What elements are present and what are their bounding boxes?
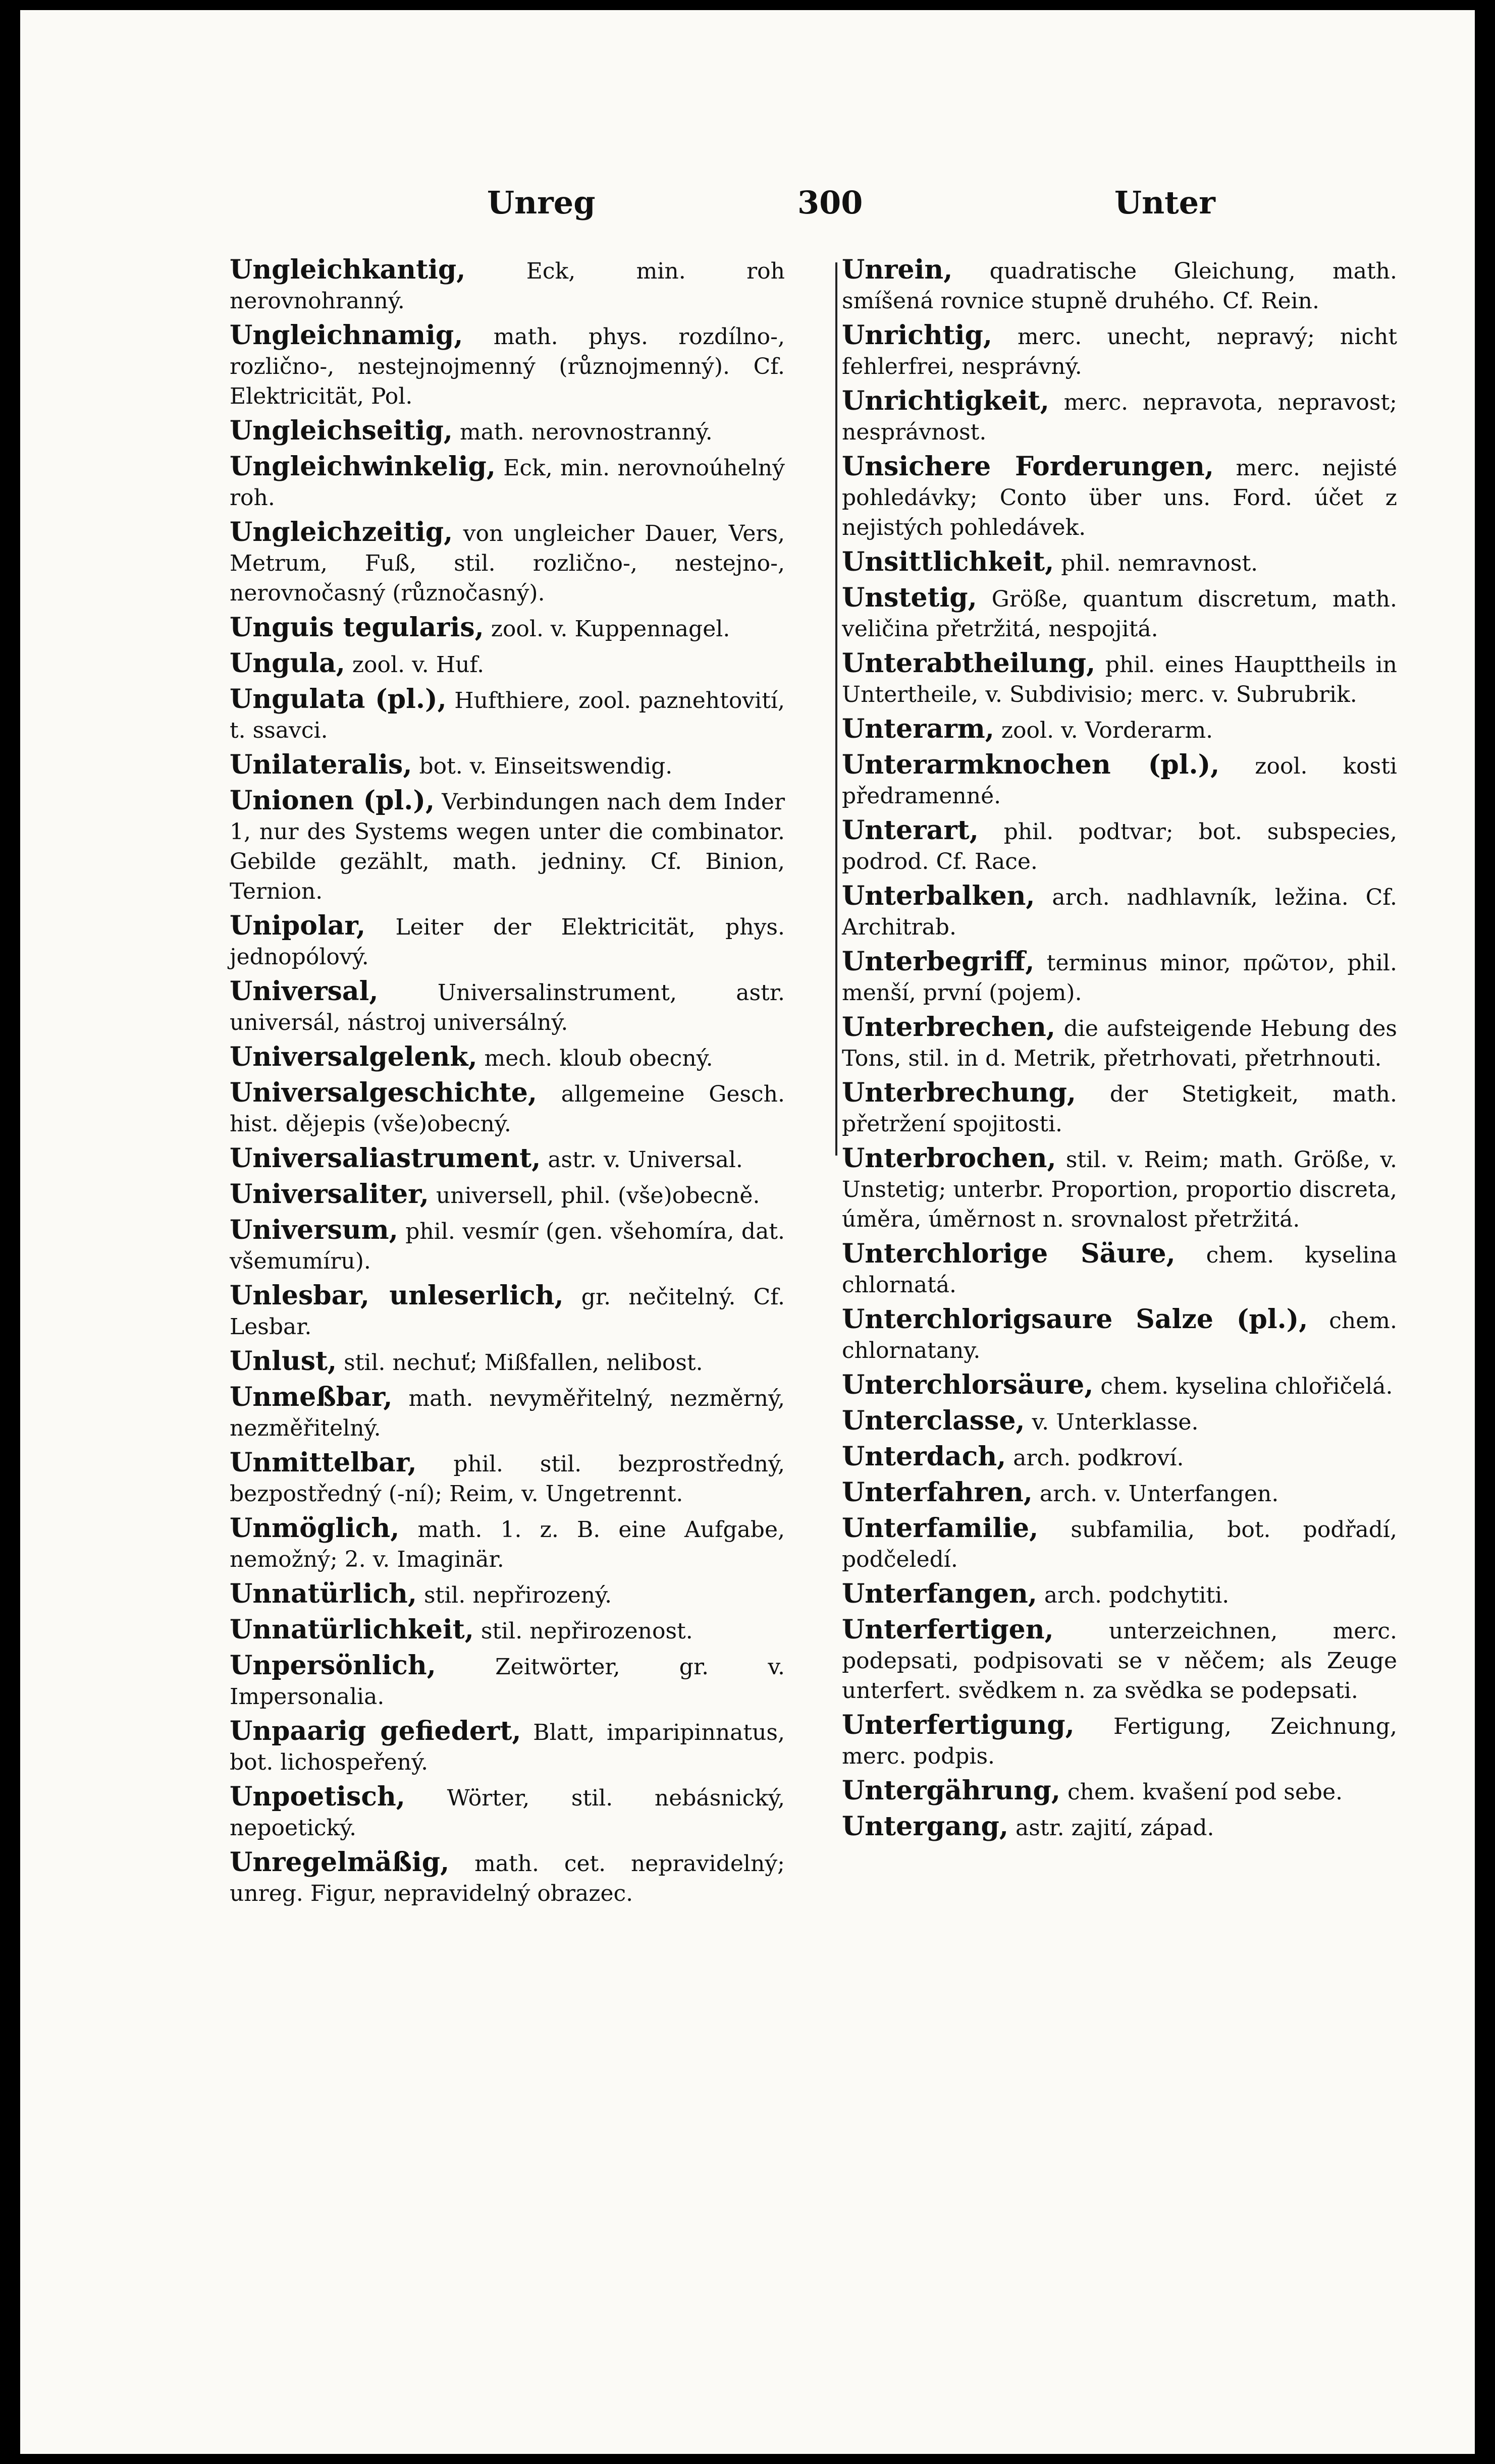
entry-definition: Größe, quantum discretum, math. veličina přetržitá, nespojitá. [842,586,1397,642]
entry-headword: Unrichtigkeit, [842,386,1049,416]
dictionary-entry [230,416,785,447]
entry-definition: zool. v. Vorderarm. [1001,718,1213,743]
dictionary-entry [230,320,785,411]
dictionary-entry [842,1143,1397,1234]
entry-headword: Unmittelbar, [230,1447,417,1478]
entry-definition: merc. unecht, nepravý; nicht fehlerfrei, nesprávný. [842,324,1397,379]
dictionary-entry [230,1847,785,1908]
entry-headword: Unterfertigen, [842,1614,1054,1645]
entry-headword: Unterbrechung, [842,1077,1077,1108]
dictionary-entry [842,1477,1397,1509]
entry-definition: stil. v. Reim; math. Größe, v. Unstetig; unterbr. Proportion, proportio discreta, úměra, úměrnost n. srovnalost přetržitá. [842,1147,1397,1232]
entry-headword: Ungleichnamig, [230,320,463,351]
entry-headword: Ungleichzeitig, [230,517,453,547]
entry-definition: Leiter der Elektricität, phys. jednopólový. [230,914,785,970]
entry-headword: Unterarm, [842,714,994,744]
entry-headword: Universal, [230,976,379,1007]
entry-headword: Unpoetisch, [230,1781,405,1812]
dictionary-entry [230,1382,785,1443]
dictionary-entry [842,1304,1397,1365]
entry-definition: Fertigung, Zeichnung, merc. podpis. [842,1714,1397,1769]
dictionary-entry [230,1078,785,1139]
entry-headword: Ungula, [230,648,345,679]
dictionary-entry [842,1012,1397,1073]
entry-headword: Unterfertigung, [842,1710,1075,1740]
entry-definition: zool. kosti předramenné. [842,753,1397,809]
entry-headword: Unsichere Forderungen, [842,451,1214,482]
entry-definition: quadratische Gleichung, math. smíšená rovnice stupně druhého. Cf. Rein. [842,258,1397,314]
entry-definition: terminus minor, πρῶτον, phil. menší, první (pojem). [842,950,1397,1006]
dictionary-entry [842,1370,1397,1401]
entry-headword: Ungleichwinkelig, [230,451,496,482]
entry-headword: Unterbrochen, [842,1143,1056,1174]
entry-definition: phil. nemravnost. [1061,551,1258,576]
dictionary-entry [842,452,1397,542]
entry-definition: Universalinstrument, astr. universál, nástroj universálný. [230,980,785,1035]
dictionary-entry [842,1513,1397,1574]
entry-definition: arch. podchytiti. [1044,1582,1230,1608]
dictionary-entry [842,1710,1397,1771]
entry-definition: math. 1. z. B. eine Aufgabe, nemožný; 2. v. Imaginär. [230,1517,785,1572]
dictionary-entry [230,1651,785,1712]
entry-definition: math. nerovnostranný. [459,419,713,445]
dictionary-entry [842,714,1397,745]
entry-headword: Unrein, [842,254,953,285]
entry-headword: Ungleichseitig, [230,415,453,446]
entry-definition: universell, phil. (vše)obecně. [436,1183,760,1209]
entry-headword: Ungulata (pl.), [230,684,447,715]
entry-definition: math. cet. nepravidelný; unreg. Figur, nepravidelný obrazec. [230,1851,785,1906]
entry-headword: Unterchlorsäure, [842,1370,1094,1400]
entry-headword: Unterdach, [842,1441,1006,1472]
dictionary-entry [842,881,1397,942]
entry-definition: v. Unterklasse. [1032,1409,1199,1435]
dictionary-entry [842,750,1397,811]
dictionary-entry [230,613,785,644]
entry-headword: Unnatürlichkeit, [230,1614,474,1645]
entry-headword: Unmöglich, [230,1513,400,1544]
entry-definition: allgemeine Gesch. hist. dějepis (vše)obecný. [230,1081,785,1137]
entry-headword: Unnatürlich, [230,1578,417,1609]
entry-headword: Unterclasse, [842,1405,1025,1436]
entry-headword: Unpersönlich, [230,1650,436,1681]
dictionary-entry [842,320,1397,381]
entry-definition: Blatt, imparipinnatus, bot. lichospeřený. [230,1720,785,1775]
entry-headword: Unterchlorigsaure Salze (pl.), [842,1304,1308,1335]
dictionary-entry [230,786,785,906]
entry-definition: zool. v. Huf. [352,652,485,678]
entry-definition: Hufthiere, zool. paznehtovití, t. ssavci. [230,688,785,743]
entry-definition: astr. zajití, západ. [1015,1815,1214,1841]
dictionary-entry [842,648,1397,709]
entry-definition: stil. nepřirozený. [423,1582,612,1608]
dictionary-entry [230,1513,785,1574]
dictionary-entry [230,684,785,745]
entry-headword: Unterfangen, [842,1578,1037,1609]
dictionary-entry [230,452,785,513]
entry-definition: astr. v. Universal. [548,1147,743,1173]
page-header [20,184,1475,235]
entry-definition: chem. kvašení pod sebe. [1067,1779,1343,1805]
entry-headword: Unterchlorige Säure, [842,1238,1176,1269]
entry-headword: Universaliastrument, [230,1143,541,1174]
dictionary-entry [230,750,785,781]
dictionary-entry [230,517,785,608]
left-column [230,255,785,1913]
dictionary-entry [230,1215,785,1276]
entry-headword: Unterarmknochen (pl.), [842,749,1220,780]
entry-headword: Unterabtheilung, [842,648,1096,679]
entry-definition: subfamilia, bot. podřadí, podčeledí. [842,1517,1397,1572]
entry-definition: chem. kyselina chlořičelá. [1100,1374,1393,1399]
entry-definition: Verbindungen nach dem Inder 1, nur des Systems wegen unter die combinator. Gebilde gezählt, math. jedniny. Cf. Binion, Ternion. [230,789,785,904]
entry-headword: Unionen (pl.), [230,785,435,816]
entry-definition: stil. nepřirozenost. [480,1618,693,1644]
dictionary-entry [842,547,1397,578]
dictionary-page [20,10,1475,2454]
entry-headword: Untergährung, [842,1775,1060,1806]
dictionary-entry [842,1812,1397,1843]
page-number: 300 [797,184,863,221]
dictionary-entry [842,386,1397,447]
entry-headword: Unrichtig, [842,320,993,351]
entry-definition: phil. vesmír (gen. všehomíra, dat. všemumíru). [230,1219,785,1274]
entry-definition: stil. nechuť; Mißfallen, nelibost. [344,1350,703,1376]
dictionary-entry [230,1281,785,1342]
entry-definition: Eck, min. nerovnoúhelný roh. [230,455,785,511]
entry-definition: chem. chlornatany. [842,1308,1397,1363]
entry-definition: phil. podtvar; bot. subspecies, podrod. Cf. Race. [842,819,1397,874]
entry-definition: die aufsteigende Hebung des Tons, stil. in d. Metrik, přetrhovati, přetrhnouti. [842,1016,1397,1071]
entry-definition: unterzeichnen, merc. podepsati, podpisovati se v něčem; als Zeuge unterfert. svědkem n. za svědka se podepsati. [842,1618,1397,1704]
entry-definition: arch. v. Unterfangen. [1039,1481,1279,1507]
entry-definition: chem. kyselina chlornatá. [842,1242,1397,1298]
entry-headword: Unmeßbar, [230,1382,393,1412]
right-column [842,255,1397,1847]
dictionary-entry [230,911,785,972]
entry-definition: Wörter, stil. nebásnický, nepoetický. [230,1785,785,1841]
dictionary-entry [842,1579,1397,1610]
dictionary-entry [230,1716,785,1777]
dictionary-entry [842,1442,1397,1473]
dictionary-entry [230,1143,785,1175]
dictionary-entry [230,1346,785,1378]
entry-definition: der Stetigkeit, math. přetržení spojitosti. [842,1081,1397,1137]
entry-definition: arch. podkroví. [1013,1445,1184,1471]
entry-definition: phil. stil. bezprostředný, bezpostředný (-ní); Reim, v. Ungetrennt. [230,1451,785,1507]
dictionary-entry [230,1615,785,1646]
dictionary-entry [842,1239,1397,1300]
entry-headword: Universalgelenk, [230,1042,477,1072]
entry-headword: Unterfamilie, [842,1513,1039,1544]
dictionary-entry [230,976,785,1037]
entry-headword: Universum, [230,1215,398,1245]
entry-definition: Eck, min. roh nerovnohranný. [230,258,785,314]
entry-headword: Unterbrechen, [842,1012,1055,1043]
dictionary-entry [842,947,1397,1008]
entry-definition: bot. v. Einseitswendig. [419,753,673,779]
entry-definition: mech. kloub obecný. [484,1046,713,1071]
entry-definition: phil. eines Haupttheils in Untertheile, v. Subdivisio; merc. v. Subrubrik. [842,652,1397,707]
entry-headword: Unilateralis, [230,749,412,780]
entry-headword: Unguis tegularis, [230,612,484,643]
running-head-left: Unreg [487,184,596,221]
entry-headword: Unterfahren, [842,1477,1033,1508]
dictionary-entry [230,648,785,680]
entry-definition: gr. nečitelný. Cf. Lesbar. [230,1284,785,1340]
dictionary-entry [230,1448,785,1509]
dictionary-entry [842,1078,1397,1139]
dictionary-entry [842,583,1397,644]
dictionary-entry [230,1782,785,1843]
running-head-right: Unter [1114,184,1215,221]
dictionary-entry [842,1406,1397,1437]
entry-headword: Untergang, [842,1811,1008,1842]
entry-headword: Unlesbar, unleserlich, [230,1280,564,1311]
entry-definition: merc. nepravota, nepravost; nesprávnost. [842,390,1397,445]
entry-headword: Unterart, [842,815,979,846]
dictionary-entry [842,255,1397,316]
entry-headword: Unsittlichkeit, [842,546,1054,577]
entry-headword: Unstetig, [842,582,977,613]
entry-definition: Zeitwörter, gr. v. Impersonalia. [230,1654,785,1710]
dictionary-entry [230,1179,785,1211]
entry-headword: Unterbalken, [842,881,1035,911]
entry-definition: zool. v. Kuppennagel. [491,616,730,642]
dictionary-entry [842,815,1397,877]
entry-definition: math. nevyměřitelný, nezměrný, nezměřitelný. [230,1386,785,1441]
entry-headword: Unregelmäßig, [230,1847,450,1878]
entry-headword: Unterbegriff, [842,946,1035,977]
entry-definition: merc. nejisté pohledávky; Conto über uns. Ford. účet z nejistých pohledávek. [842,455,1397,540]
entry-definition: von ungleicher Dauer, Vers, Metrum, Fuß, stil. rozličnо-, nestejno-, nerovnočasný (různočasný). [230,521,785,606]
entry-headword: Unipolar, [230,910,366,941]
dictionary-entry [230,255,785,316]
column-divider [835,262,837,1156]
entry-definition: arch. nadhlavník, ležina. Cf. Architrab. [842,885,1397,940]
entry-headword: Universalgeschichte, [230,1077,537,1108]
entry-headword: Ungleichkantig, [230,254,466,285]
entry-definition: math. phys. rozdílno-, rozličnо-, nestejnojmenný (různojmenný). Cf. Elektricität, Pol. [230,324,785,409]
dictionary-entry [842,1776,1397,1807]
entry-headword: Unpaarig gefiedert, [230,1716,521,1746]
dictionary-entry [230,1579,785,1610]
entry-headword: Universaliter, [230,1179,429,1210]
dictionary-entry [842,1615,1397,1706]
entry-headword: Unlust, [230,1346,337,1377]
dictionary-entry [230,1042,785,1073]
